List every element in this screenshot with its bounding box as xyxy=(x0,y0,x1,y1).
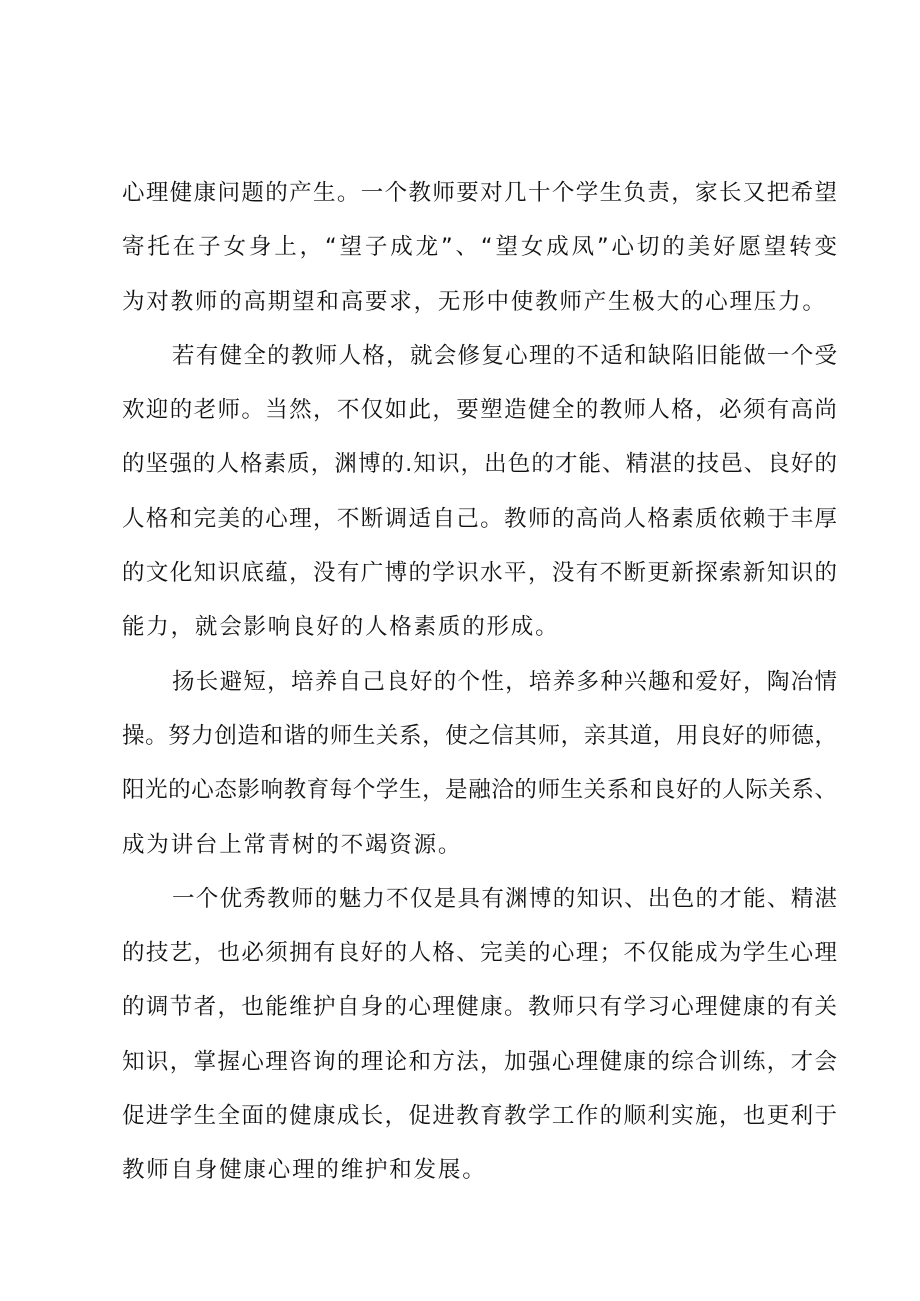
text-line: 一个优秀教师的魅力不仅是具有渊博的知识、出色的才能、精湛 xyxy=(172,885,837,912)
text-line: 若有健全的教师人格，就会修复心理的不适和缺陷旧能做一个受 xyxy=(172,342,837,369)
text-line: 的文化知识底蕴，没有广博的学识水平，没有不断更新探索新知识的 xyxy=(122,560,837,587)
text-line: 操。努力创造和谐的师生关系，使之信其师，亲其道，用良好的师德， xyxy=(122,722,837,749)
text-line: 扬长避短，培养自己良好的个性，培养多种兴趣和爱好，陶冶情 xyxy=(172,668,837,695)
text-line: 的调节者，也能维护自身的心理健康。教师只有学习心理健康的有关 xyxy=(122,994,837,1021)
text-line: 心理健康问题的产生。一个教师要对几十个学生负责，家长又把希望 xyxy=(122,180,837,206)
paragraph xyxy=(122,872,837,1198)
text-line: 人格和完美的心理，不断调适自己。教师的高尚人格素质依赖于丰厚 xyxy=(122,505,837,532)
text-line: 促进学生全面的健康成长，促进教育教学工作的顺利实施，也更利于 xyxy=(122,1103,837,1130)
text-line: 教师自身健康心理的维护和发展。 xyxy=(122,1157,487,1184)
text-line: 为对教师的高期望和高要求，无形中使教师产生极大的心理压力。 xyxy=(122,288,827,315)
paragraph xyxy=(122,655,837,872)
paragraph xyxy=(122,329,837,655)
text-line: 的技艺，也必须拥有良好的人格、完美的心理；不仅能成为学生心理 xyxy=(122,940,837,967)
text-line: 能力，就会影响良好的人格素质的形成。 xyxy=(122,614,560,641)
text-line: 阳光的心态影响教育每个学生，是融洽的师生关系和良好的人际关系、 xyxy=(122,777,837,804)
text-line: 欢迎的老师。当然，不仅如此，要塑造健全的教师人格，必须有高尚 xyxy=(122,397,837,424)
text-line: 的坚强的人格素质，渊博的.知识，出色的才能、精湛的技邑、良好的 xyxy=(122,451,837,478)
document-body xyxy=(122,166,837,1198)
text-line: 知识，掌握心理咨询的理论和方法，加强心理健康的综合训练，才会 xyxy=(122,1048,837,1075)
text-line: 成为讲台上常青树的不竭资源。 xyxy=(122,831,463,858)
paragraph xyxy=(122,166,837,329)
text-line: 寄托在子女身上，“望子成龙”、“望女成凤”心切的美好愿望转变 xyxy=(122,234,837,261)
